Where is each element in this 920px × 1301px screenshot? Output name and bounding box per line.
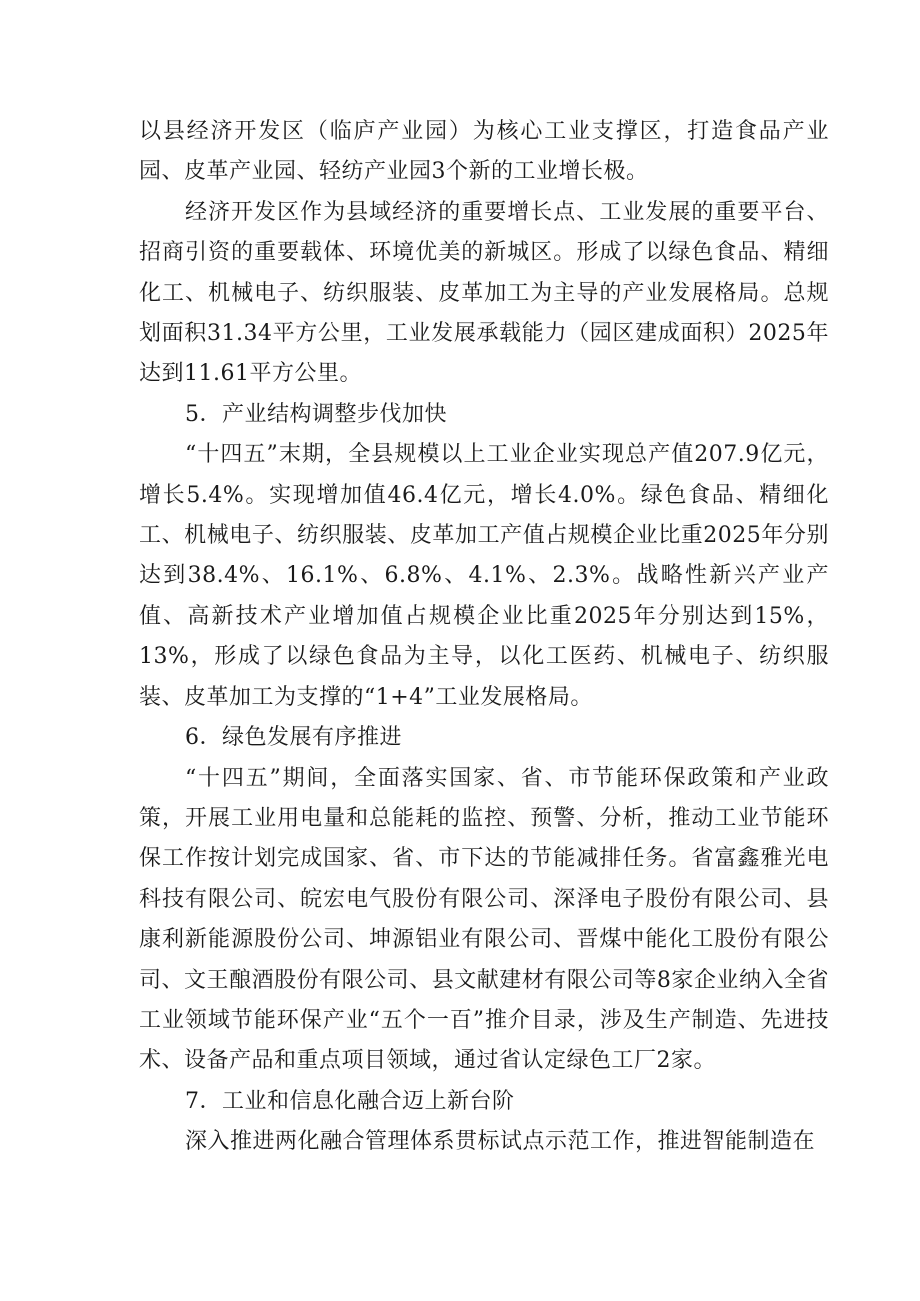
- section-heading-5: 5．产业结构调整步伐加快: [185, 401, 447, 427]
- paragraph-industrial-core-zone: 以县经济开发区（临庐产业园）为核心工业支撑区，打造食品产业园、皮革产业园、轻纺产业园3个新的工业增长极。: [139, 119, 829, 185]
- section-heading-7: 7．工业和信息化融合迈上新台阶: [185, 1088, 515, 1114]
- document-body: [139, 112, 829, 1163]
- paragraph-industrial-structure: “十四五”末期，全县规模以上工业企业实现总产值207.9亿元，增长5.4%。实现增加值46.4亿元，增长4.0%。绿色食品、精细化工、机械电子、纺织服装、皮革加工产值占规模企业比重2025年分别达到38.4%、16.1%、6.8%、4.1%、2.3%。战略性新兴产业产值、高新技术产业增加值占规模企业比重2025年分别达到15%，13%，形成了以绿色食品为主导，以化工医药、机械电子、纺织服装、皮革加工为支撑的“1+4”工业发展格局。: [139, 442, 829, 710]
- paragraph-informatization: 深入推进两化融合管理体系贯标试点示范工作，推进智能制造在: [185, 1129, 816, 1155]
- paragraph-green-development: “十四五”期间，全面落实国家、省、市节能环保政策和产业政策，开展工业用电量和总能耗的监控、预警、分析，推动工业节能环保工作按计划完成国家、省、市下达的节能减排任务。省富鑫雅光电科技有限公司、皖宏电气股份有限公司、深泽电子股份有限公司、县康利新能源股份公司、坤源铝业有限公司、晋煤中能化工股份有限公司、文王酿酒股份有限公司、县文献建材有限公司等8家企业纳入全省工业领域节能环保产业“五个一百”推介目录，涉及生产制造、先进技术、设备产品和重点项目领域，通过省认定绿色工厂2家。: [139, 765, 829, 1074]
- paragraph-economic-development-zone: 经济开发区作为县域经济的重要增长点、工业发展的重要平台、招商引资的重要载体、环境优美的新城区。形成了以绿色食品、精细化工、机械电子、纺织服装、皮革加工为主导的产业发展格局。总规划面积31.34平方公里，工业发展承载能力（园区建成面积）2025年达到11.61平方公里。: [139, 199, 829, 387]
- section-heading-6: 6．绿色发展有序推进: [185, 725, 402, 751]
